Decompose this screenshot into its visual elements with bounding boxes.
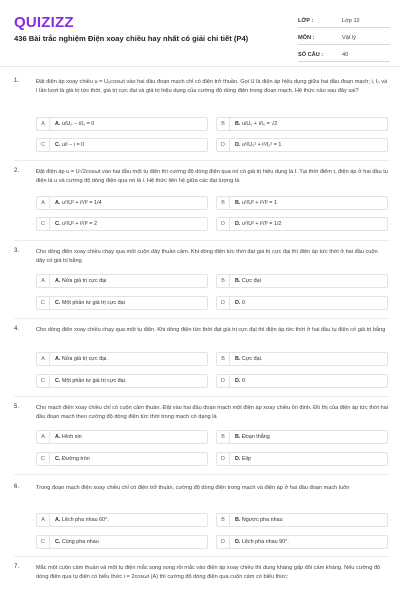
question-number: 6. — [14, 484, 20, 490]
option-b[interactable] — [216, 352, 388, 366]
option-text: B. Cực đại. — [235, 356, 263, 362]
page-header — [0, 0, 400, 62]
meta-label: SỐ CÂU : — [298, 52, 324, 58]
option-d[interactable] — [216, 374, 388, 388]
question-text: Cho dòng điện xoay chiều chạy qua một cuộn dây thuần cảm. Khi dòng điện tức thời đạt giá trị cực đại thì điện áp tức thời ở hai đầu cuộn dây có giá trị bằng — [36, 249, 378, 264]
option-text: B. Đoạn thẳng — [235, 434, 270, 440]
option-c[interactable] — [36, 296, 208, 310]
option-d[interactable] — [216, 535, 388, 549]
option-text: A. u/U₀ − i/I₀ = 0 — [55, 121, 95, 127]
option-text: D. u²/U₀² + i²/I₀² = 1 — [235, 142, 282, 148]
option-row — [36, 296, 388, 310]
option-text: A. Nửa giá trị cực đại. — [55, 356, 108, 362]
quizizz-logo: QUIZIZZ — [14, 14, 74, 31]
question-text: Cho mạch điện xoay chiều chỉ có cuộn cảm thuần. Đặt vào hai đầu đoạn mạch một điện áp xoay chiều ổn định. Đồ thị của điện áp tức thời hai đầu đoạn mạch theo cường độ dòng điện tức thời trong mạch có dạng là — [36, 405, 388, 420]
meta-row-count — [298, 45, 390, 62]
option-b[interactable] — [216, 274, 388, 288]
option-letter: A — [37, 431, 50, 443]
option-b[interactable] — [216, 196, 388, 210]
question-number: 5. — [14, 404, 20, 410]
option-letter: D — [217, 375, 230, 387]
question-number: 2. — [14, 168, 20, 174]
option-c[interactable] — [36, 535, 208, 549]
option-letter: A — [37, 353, 50, 365]
option-text: D. 0 — [235, 300, 245, 306]
option-text: C. Một phần tư giá trị cực đại — [55, 300, 125, 306]
option-text: D. 0 — [235, 378, 245, 384]
option-letter: A — [37, 118, 50, 130]
option-letter: D — [217, 139, 230, 151]
meta-label: MÔN : — [298, 35, 315, 41]
option-a[interactable] — [36, 513, 208, 527]
option-a[interactable] — [36, 430, 208, 444]
option-row — [36, 374, 388, 388]
option-b[interactable] — [216, 513, 388, 527]
option-text: A. Nửa giá trị cực đại — [55, 278, 107, 284]
question-2 — [14, 168, 390, 240]
option-letter: D — [217, 536, 230, 548]
header-divider — [0, 66, 400, 67]
option-a[interactable] — [36, 196, 208, 210]
option-text: B. u/U₀ + i/I₀ = √2 — [235, 121, 278, 127]
question-7 — [14, 564, 390, 598]
option-text: D. u²/U² + i²/I² = 1/2 — [235, 221, 282, 227]
meta-value: Vật lý — [342, 35, 356, 41]
question-6 — [14, 484, 390, 550]
question-text: Đặt điện áp u = U√2cosωt vào hai đầu một tụ điện thì cường độ dòng điện qua nó có giá trị hiệu dụng là I. Tại thời điểm t, điện áp ở hai đầu tụ điện là u và cường độ dòng điện qua nó là i. Hệ thức liên hệ giữa các đại lượng là — [36, 169, 388, 184]
option-d[interactable] — [216, 217, 388, 231]
option-d[interactable] — [216, 452, 388, 466]
option-b[interactable] — [216, 117, 388, 131]
option-letter: D — [217, 453, 230, 465]
meta-value: Lớp 12 — [342, 18, 360, 24]
option-text: C. Một phần tư giá trị cực đại. — [55, 378, 127, 384]
option-text: B. u²/U² + i²/I² = 1 — [235, 200, 277, 206]
question-number: 1. — [14, 78, 20, 84]
option-b[interactable] — [216, 430, 388, 444]
meta-label: LỚP : — [298, 18, 314, 24]
meta-row-class — [298, 11, 390, 28]
question-text: Trong đoạn mạch điện xoay chiều chỉ có điện trở thuần, cường độ dòng điện trong mạch và điện áp ở hai đầu đoạn mạch luôn — [36, 485, 350, 491]
option-letter: B — [217, 431, 230, 443]
meta-row-subject — [298, 28, 390, 45]
option-a[interactable] — [36, 352, 208, 366]
option-row — [36, 217, 388, 231]
option-text: B. Ngược pha nhau — [235, 517, 283, 523]
option-letter: C — [37, 218, 50, 230]
option-row — [36, 430, 388, 444]
option-letter: B — [217, 275, 230, 287]
option-row — [36, 535, 388, 549]
question-3 — [14, 248, 390, 312]
option-text: A. u²/U² + i²/I² = 1/4 — [55, 200, 102, 206]
question-divider — [14, 396, 390, 397]
option-text: C. u²/U² + i²/I² = 2 — [55, 221, 97, 227]
question-number: 3. — [14, 248, 20, 254]
question-divider — [14, 556, 390, 557]
page-title: 436 Bài trắc nghiệm Điện xoay chiều hay nhất có giải chi tiết (P4) — [14, 34, 249, 43]
option-row — [36, 274, 388, 288]
option-text: A. Hình sin — [55, 434, 82, 440]
option-letter: D — [217, 297, 230, 309]
option-letter: D — [217, 218, 230, 230]
option-c[interactable] — [36, 138, 208, 152]
option-a[interactable] — [36, 117, 208, 131]
option-letter: C — [37, 297, 50, 309]
option-letter: C — [37, 139, 50, 151]
option-text: B. Cực đại — [235, 278, 261, 284]
option-c[interactable] — [36, 217, 208, 231]
question-number: 7. — [14, 564, 20, 570]
meta-panel — [298, 11, 390, 62]
option-letter: B — [217, 197, 230, 209]
option-text: D. Elip — [235, 456, 251, 462]
option-text: A. Lệch pha nhau 60°. — [55, 517, 109, 523]
option-letter: C — [37, 453, 50, 465]
option-row — [36, 138, 388, 152]
option-text: D. Lệch pha nhau 90°. — [235, 539, 289, 545]
option-letter: A — [37, 197, 50, 209]
option-c[interactable] — [36, 374, 208, 388]
option-row — [36, 513, 388, 527]
question-text: Mắc một cuộn cảm thuần và một tụ điện mắc song song rồi mắc vào điện áp xoay chiều thì dung kháng gấp đôi cảm kháng. Nếu cường độ dòng điện qua tụ điện có biểu thức i = 2cosωt (A) thì cường độ dòng điện qua cuộn cảm có biểu thức: — [36, 565, 381, 580]
option-letter: B — [217, 118, 230, 130]
option-row — [36, 117, 388, 131]
question-divider — [14, 160, 390, 161]
option-row — [36, 452, 388, 466]
option-letter: B — [217, 514, 230, 526]
option-c[interactable] — [36, 452, 208, 466]
option-d[interactable] — [216, 138, 388, 152]
option-row — [36, 352, 388, 366]
question-text: Cho dòng điện xoay chiều chạy qua một tụ điện. Khi dòng điện tức thời đạt giá trị cực đại thì điện áp tức thời ở hai đầu tụ điện có giá trị bằng — [36, 327, 386, 333]
question-4 — [14, 326, 390, 390]
option-letter: C — [37, 375, 50, 387]
option-text: C. u/i − i = 0 — [55, 142, 85, 148]
question-1 — [14, 78, 390, 150]
option-a[interactable] — [36, 274, 208, 288]
option-text: C. Cùng pha nhau — [55, 539, 99, 545]
question-5 — [14, 404, 390, 468]
option-letter: A — [37, 275, 50, 287]
question-number: 4. — [14, 326, 20, 332]
option-letter: A — [37, 514, 50, 526]
option-text: C. Đường tròn — [55, 456, 90, 462]
question-divider — [14, 474, 390, 475]
option-d[interactable] — [216, 296, 388, 310]
option-letter: C — [37, 536, 50, 548]
meta-value: 40 — [342, 52, 349, 58]
question-text: Đặt điện áp xoay chiều u = U₀cosωt vào hai đầu đoạn mạch chỉ có điện trở thuần. Gọi U là điện áp hiệu dụng giữa hai đầu đoạn mạch; i, I₀ và I lần lượt là giá trị tức thời, giá trị cực đại và giá trị hiệu dụng của cường độ dòng điện trong đoạn mạch. Hệ thức nào sau đây sai? — [36, 79, 388, 94]
option-letter: B — [217, 353, 230, 365]
question-divider — [14, 318, 390, 319]
question-divider — [14, 240, 390, 241]
option-row — [36, 196, 388, 210]
